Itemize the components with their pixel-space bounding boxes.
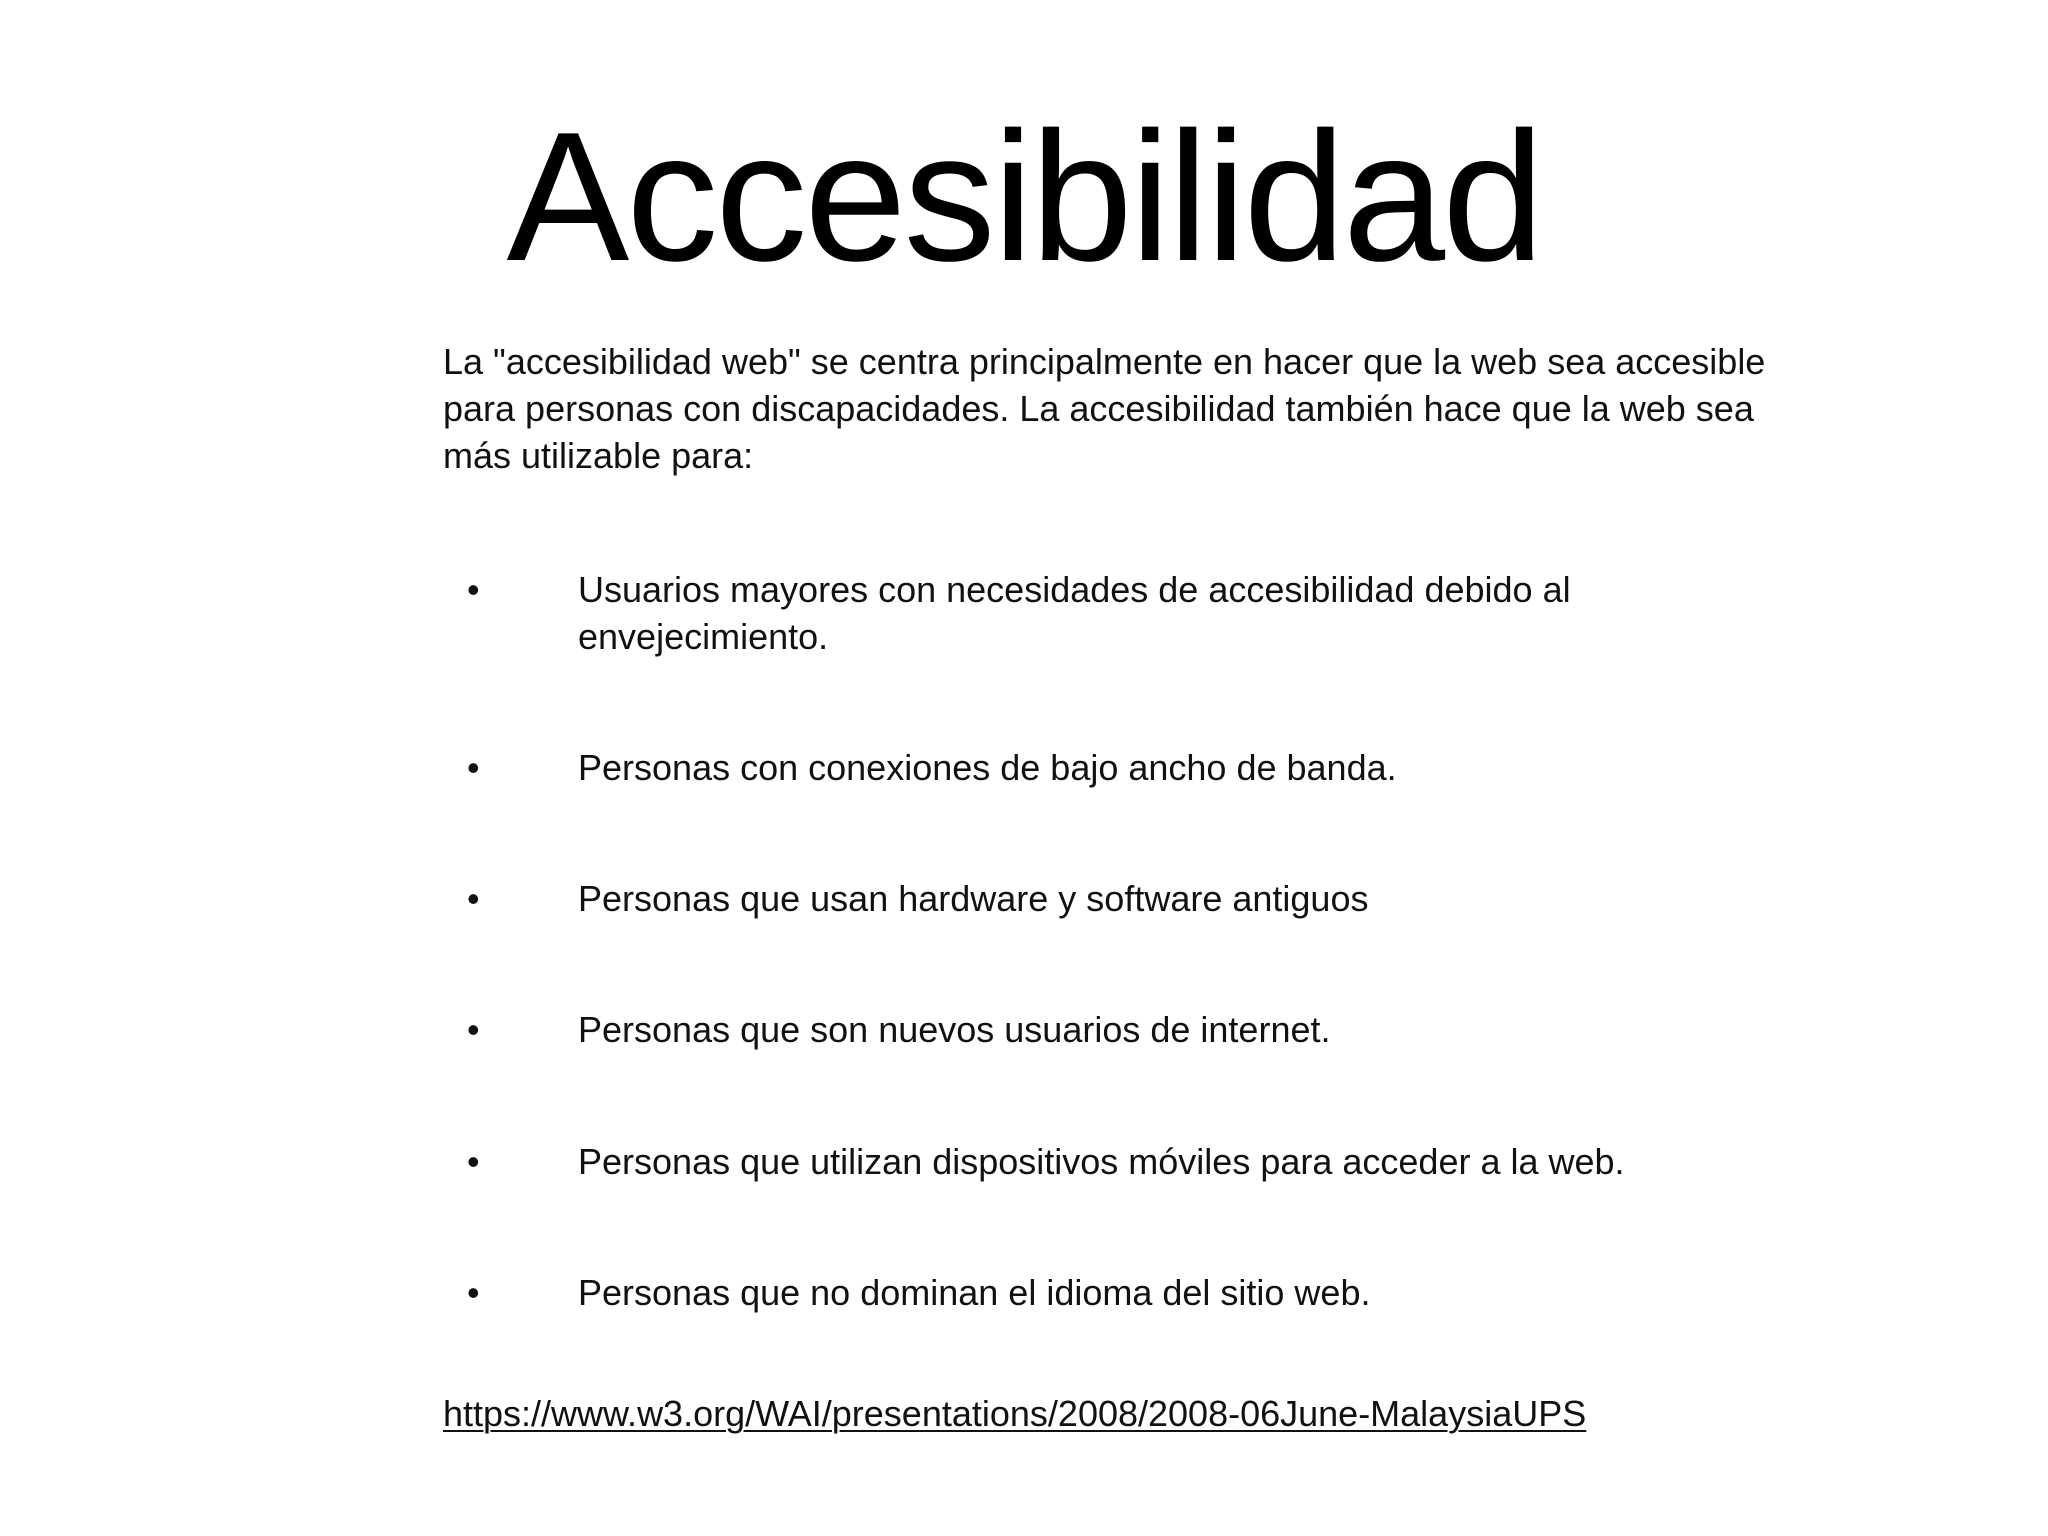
slide-title: Accesibilidad: [506, 93, 1542, 299]
bullet-icon: •: [467, 1272, 480, 1313]
bullet-text: Usuarios mayores con necesidades de accesibilidad debido al envejecimiento.: [578, 569, 1571, 657]
bullet-text: Personas que son nuevos usuarios de internet.: [578, 1009, 1331, 1050]
bullet-text: Personas que usan hardware y software antiguos: [578, 878, 1369, 919]
bullet-icon: •: [467, 1141, 480, 1182]
bullet-icon: •: [467, 569, 480, 610]
bullet-icon: •: [467, 878, 480, 919]
bullet-text: Personas que no dominan el idioma del sitio web.: [578, 1272, 1371, 1313]
bullet-text: Personas con conexiones de bajo ancho de banda.: [578, 747, 1397, 788]
intro-paragraph: La "accesibilidad web" se centra principalmente en hacer que la web sea accesible para personas con discapacidades. La accesibilidad también hace que la web sea más utilizable para:: [443, 341, 1766, 476]
source-link[interactable]: https://www.w3.org/WAI/presentations/2008/2008-06June-MalaysiaUPS: [443, 1393, 1587, 1434]
bullet-icon: •: [467, 747, 480, 788]
bullet-icon: •: [467, 1009, 480, 1050]
bullet-text: Personas que utilizan dispositivos móviles para acceder a la web.: [578, 1141, 1625, 1182]
